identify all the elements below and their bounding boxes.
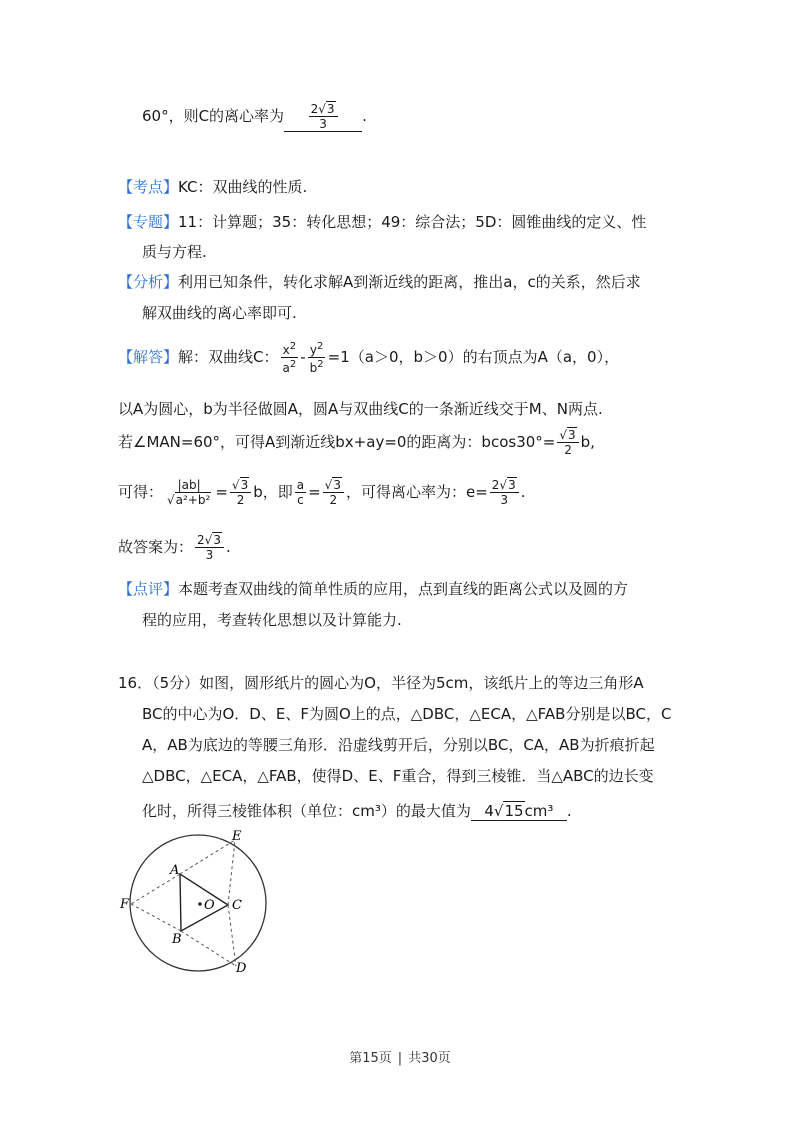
jieda-l5-pre: 故答案为：	[118, 538, 194, 556]
den: 2	[564, 443, 572, 457]
q16-line2: BC的中心为O．D、E、F为圆O上的点，△DBC，△ECA，△FAB分别是以BC，C	[142, 705, 672, 723]
sqrt-symbol: √3	[318, 102, 335, 116]
eq2: =	[308, 483, 321, 501]
ab-over-sqrt	[165, 478, 213, 507]
sqrt-symbol: √3	[324, 478, 341, 492]
label-a: A	[170, 863, 180, 878]
label-o: O	[204, 898, 215, 913]
dash-c-e	[228, 840, 235, 905]
jieda-line1	[118, 340, 619, 375]
eq: =	[215, 483, 228, 501]
jieda-l1-pre: 解：双曲线C：	[178, 348, 279, 366]
den: 3	[205, 548, 214, 562]
radicand: 3	[508, 478, 516, 492]
label-e: E	[232, 829, 242, 844]
mid: b，即	[253, 483, 293, 501]
q16-line5	[142, 800, 572, 821]
top-answer-line	[142, 102, 367, 132]
fenxi-line2: 解双曲线的离心率即可.	[142, 304, 297, 322]
a-var: a	[282, 361, 290, 375]
dash-c-d	[228, 905, 236, 966]
sup: 2	[317, 359, 324, 370]
sqrt3-over-2c	[323, 478, 344, 507]
ans-unit: cm³	[524, 802, 554, 820]
dianping-line2: 程的应用，考查转化思想以及计算能力.	[142, 611, 402, 629]
q16-line1: 16．（5分）如图，圆形纸片的圆心为O，半径为5cm，该纸片上的等边三角形A	[118, 674, 644, 692]
end: .	[225, 538, 231, 556]
center-dot	[198, 902, 202, 906]
jieda-line2: 以A为圆心，b为半径做圆A，圆A与双曲线C的一条渐近线交于M、N两点.	[118, 400, 603, 418]
radicand: a²+b²	[175, 493, 211, 507]
b-var: b	[309, 361, 318, 375]
dash-a-e	[180, 840, 235, 874]
sqrt-symbol: √3	[499, 478, 516, 492]
dianping-tag: 【点评】	[118, 580, 179, 598]
dash-a-f	[131, 874, 180, 904]
den: 2	[236, 493, 245, 507]
sqrt-symbol: √3	[204, 533, 221, 547]
jieda-line3	[118, 428, 595, 457]
a: a	[296, 478, 305, 492]
x2-over-a2	[281, 340, 299, 375]
dianping-text1: 本题考查双曲线的简单性质的应用，点到直线的距离公式以及圆的方	[178, 580, 629, 598]
num-radicand: 3	[326, 102, 335, 116]
radicand: 3	[568, 428, 576, 442]
coef: 2	[197, 533, 205, 547]
num-coef: 2	[310, 102, 319, 116]
den: 3	[500, 493, 509, 507]
mid2: ，可得离心率为：e=	[345, 483, 488, 501]
fenxi-tag: 【分析】	[118, 273, 179, 291]
jieda-l4-pre: 可得：	[118, 483, 164, 501]
dianping-line1	[118, 578, 628, 599]
a-over-c	[295, 478, 306, 507]
page-footer	[0, 1047, 800, 1066]
label-f: F	[120, 897, 130, 912]
q16-line3: A，AB为底边的等腰三角形．沿虚线剪开后，分别以BC，CA，AB为折痕折起	[142, 736, 655, 754]
radicand: 3	[240, 478, 249, 492]
jieda-l3-pre: 若∠MAN=60°，可得A到渐近线bx+ay=0的距离为：bcos30°=	[118, 433, 556, 451]
label-d: D	[236, 961, 247, 976]
paper-circle	[130, 835, 266, 971]
fenxi-text1: 利用已知条件，转化求解A到渐近线的距离，推出a，c的关系，然后求	[178, 273, 641, 291]
sqrt3-over-2	[557, 428, 578, 457]
sqrt-symbol: √15	[493, 802, 524, 820]
jieda-l1-post: =1（a＞0，b＞0）的右顶点为A（a，0），	[327, 348, 620, 366]
ans-radicand: 15	[504, 802, 524, 820]
circle-figure	[110, 825, 290, 985]
sup: 2	[289, 359, 297, 370]
kaodian-line	[118, 176, 307, 197]
dash-b-f	[131, 904, 181, 931]
ans-coef: 4	[484, 802, 494, 820]
q16-line5-end: .	[566, 802, 572, 820]
kaodian-tag: 【考点】	[118, 178, 179, 196]
label-c: C	[232, 898, 242, 913]
sup: 2	[317, 341, 324, 352]
den: 2	[329, 493, 338, 507]
label-b: B	[172, 932, 182, 947]
jieda-l3-post: b,	[580, 433, 595, 451]
answer-blank	[284, 102, 362, 132]
page-total: 共30页	[408, 1051, 451, 1066]
sqrt-symbol: √a²+b²	[167, 493, 211, 507]
page-number: 第15页	[349, 1051, 392, 1066]
kaodian-text: KC：双曲线的性质.	[178, 178, 308, 196]
answer-fraction	[309, 102, 338, 131]
top-suffix: .	[362, 107, 367, 125]
radicand: 3	[333, 478, 341, 492]
q16-line4: △DBC，△ECA，△FAB，使得D、E、F重合，得到三棱锥．当△ABC的边长变	[142, 767, 654, 785]
jieda-line5	[118, 533, 231, 562]
zhuanti-tag: 【专题】	[118, 213, 179, 231]
sup: 2	[289, 341, 297, 352]
footer-separator: |	[397, 1051, 403, 1066]
coef: 2	[491, 478, 500, 492]
fenxi-line1	[118, 271, 641, 292]
zhuanti-line1	[118, 211, 646, 232]
sqrt-symbol: √3	[231, 478, 249, 492]
y2-over-b2	[308, 340, 326, 375]
jieda-line4	[118, 478, 526, 507]
c: c	[297, 493, 304, 507]
y-var: y	[309, 343, 318, 357]
zhuanti-text1: 11：计算题；35：转化思想；49：综合法；5D：圆锥曲线的定义、性	[178, 213, 647, 231]
den: 3	[319, 117, 327, 131]
q16-line5-pre: 化时，所得三棱锥体积（单位：cm³）的最大值为	[142, 802, 471, 820]
num: |ab|	[177, 478, 201, 492]
top-prefix: 60°，则C的离心率为	[142, 107, 285, 125]
sqrt-symbol: √3	[559, 428, 576, 442]
end: .	[520, 483, 526, 501]
radicand: 3	[213, 533, 221, 547]
dash-b-d	[181, 931, 236, 966]
x-var: x	[282, 343, 290, 357]
minus: -	[300, 348, 306, 366]
sqrt3-over-2b	[230, 478, 251, 507]
final-fraction	[195, 533, 224, 562]
q16-answer-blank	[471, 802, 567, 821]
e-fraction	[490, 478, 519, 507]
jieda-tag: 【解答】	[118, 348, 179, 366]
zhuanti-line2: 质与方程.	[142, 243, 207, 261]
